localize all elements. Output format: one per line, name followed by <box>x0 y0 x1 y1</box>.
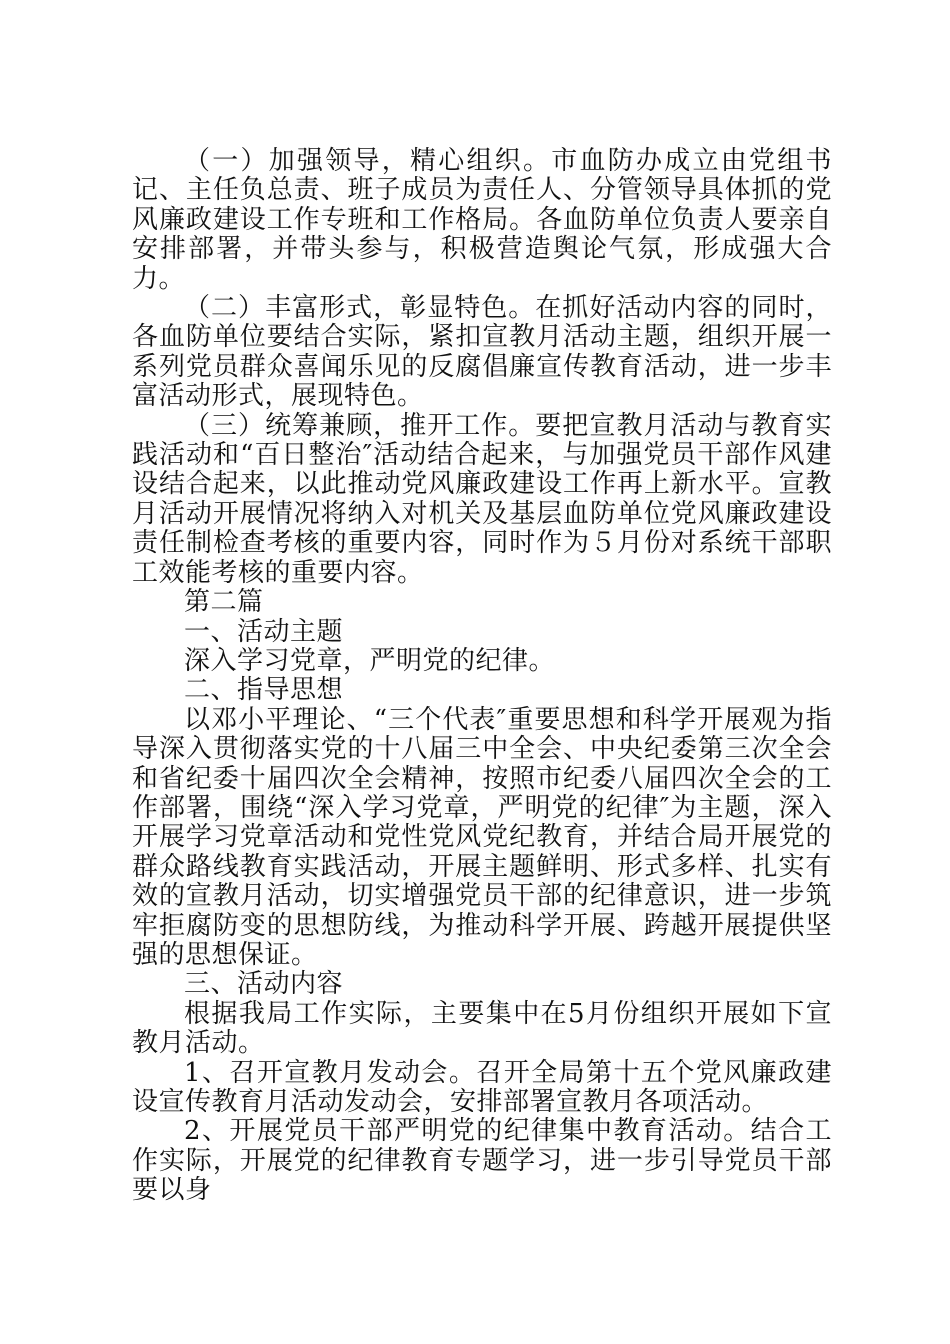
paragraph-guiding-ideology: 以邓小平理论、“三个代表″重要思想和科学开展观为指导深入贯彻落实党的十八届三中全会、中央纪委第三次全会和省纪委十届四次全会精神，按照市纪委八届四次全会的工作部署，围绕“深入学习党章，严明党的纪律″为主题，深入开展学习党章活动和党性党风党纪教育，并结合局开展党的群众路线教育实践活动，开展主题鲜明、形式多样、扎实有效的宣教月活动，切实增强党员干部的纪律意识，进一步筑牢拒腐防变的思想防线，为推动科学开展、跨越开展提供坚强的思想保证。 <box>132 704 832 970</box>
paragraph-item-1: 1、召开宣教月发动会。召开全局第十五个党风廉政建设宣传教育月活动发动会，安排部署宣教月各项活动。 <box>132 1057 832 1117</box>
paragraph-overall-planning: （三）统筹兼顾，推开工作。要把宣教月活动与教育实践活动和“百日整治″活动结合起来，与加强党员干部作风建设结合起来，以此推动党风廉政建设工作再上新水平。宣教月活动开展情况将纳入对机关及基层血防单位党风廉政建设责任制检查考核的重要内容，同时作为５月份对系统干部职工效能考核的重要内容。 <box>132 410 832 588</box>
paragraph-activity-intro: 根据我局工作实际，主要集中在5月份组织开展如下宣教月活动。 <box>132 998 832 1059</box>
heading-guiding-ideology: 二、指导思想 <box>184 675 344 706</box>
document-body <box>132 147 832 1206</box>
heading-activity-theme: 一、活动主题 <box>184 616 344 647</box>
paragraph-enrich-forms: （二）丰富形式，彰显特色。在抓好活动内容的同时，各血防单位要结合实际，紧扣宣教月活动主题，组织开展一系列党员群众喜闻乐见的反腐倡廉宣传教育活动，进一步丰富活动形式，展现特色。 <box>132 293 832 412</box>
heading-activity-content: 三、活动内容 <box>184 969 344 1000</box>
paragraph-strengthen-leadership: （一）加强领导，精心组织。市血防办成立由党组书记、主任负总责、班子成员为责任人、分管领导具体抓的党风廉政建设工作专班和工作格局。各血防单位负责人要亲自安排部署，并带头参与，积极营造舆论气氛，形成强大合力。 <box>132 146 832 294</box>
section-heading-part-two: 第二篇 <box>184 587 264 618</box>
paragraph-activity-theme: 深入学习党章，严明党的纪律。 <box>184 645 556 676</box>
paragraph-item-2: 2、开展党员干部严明党的纪律集中教育活动。结合工作实际，开展党的纪律教育专题学习，进一步引导党员干部要以身 <box>132 1116 832 1206</box>
